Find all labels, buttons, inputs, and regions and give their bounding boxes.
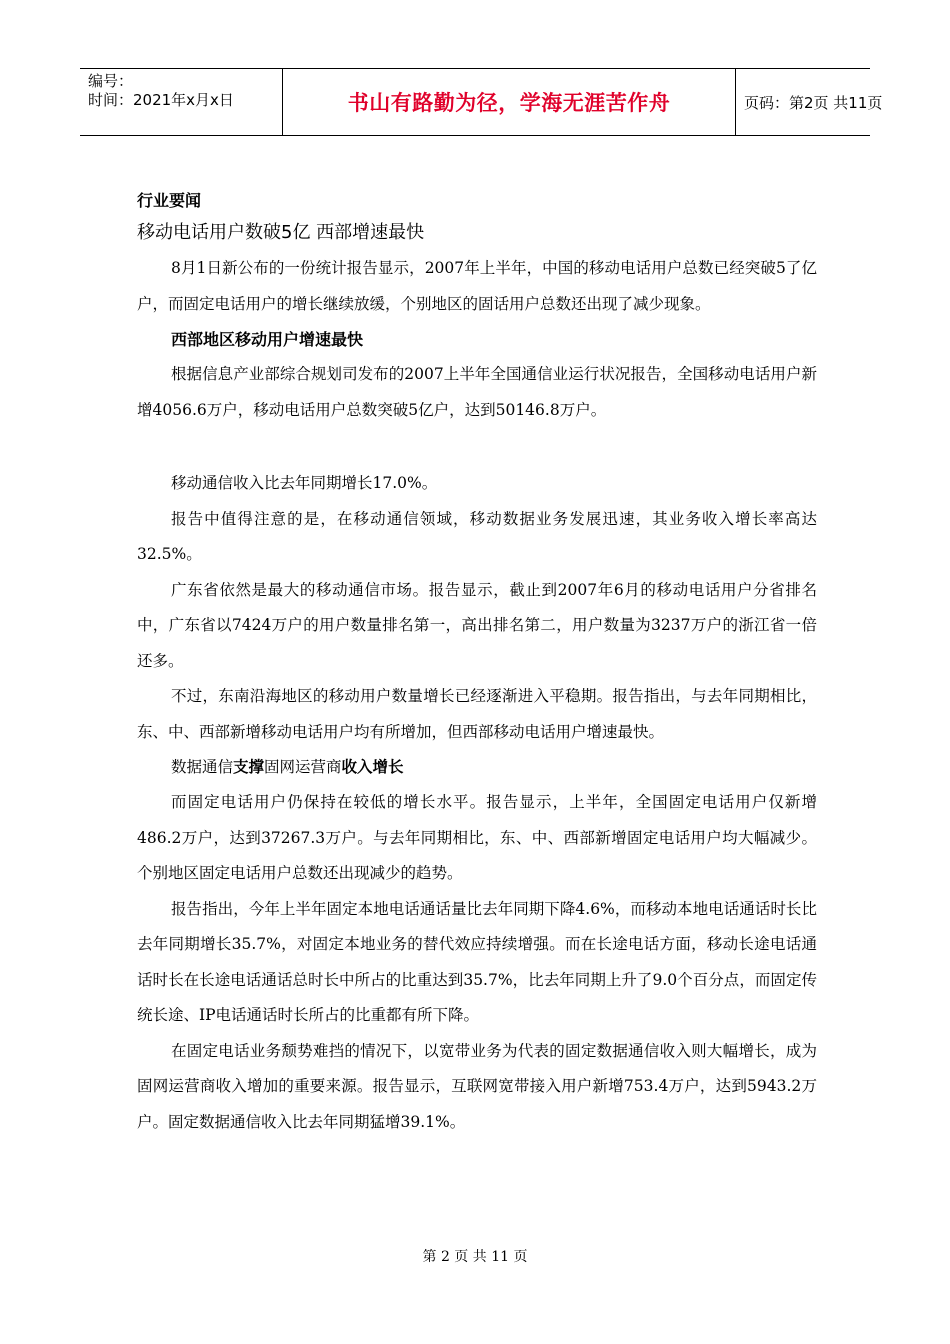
document-number-label: 编号： bbox=[88, 72, 134, 90]
header-meta-cell bbox=[80, 69, 282, 135]
section-title: 行业要闻 bbox=[137, 191, 202, 210]
paragraph: 广东省依然是最大的移动通信市场。报告显示，截止到2007年6月的移动电话用户分省排名中，广东省以7424万户的用户数量排名第一，高出排名第二，用户数量为3237万户的浙江省一倍还多。 bbox=[137, 580, 817, 670]
header-page-info: 页码：第2页 共11页 bbox=[744, 93, 883, 112]
paragraph: 移动通信收入比去年同期增长17.0%。 bbox=[171, 474, 438, 492]
paragraph: 在固定电话业务颓势难挡的情况下，以宽带业务为代表的固定数据通信收入则大幅增长，成为固网运营商收入增加的重要来源。报告显示，互联网宽带接入用户新增753.4万户，达到5943.2万户。固定数据通信收入比去年同期猛增39.1%。 bbox=[137, 1041, 817, 1131]
blank-line bbox=[137, 428, 817, 466]
subheading-bold-part: 收入增长 bbox=[341, 758, 404, 776]
subheading-bold-part: 支撑 bbox=[233, 758, 265, 776]
paragraph: 根据信息产业部综合规划司发布的2007上半年全国通信业运行状况报告，全国移动电话用户新增4056.6万户，移动电话用户总数突破5亿户，达到50146.8万户。 bbox=[137, 365, 817, 419]
paragraph: 不过，东南沿海地区的移动用户数量增长已经逐渐进入平稳期。报告指出，与去年同期相比，东、中、西部新增移动电话用户均有所增加，但西部移动电话用户增速最快。 bbox=[137, 687, 817, 741]
paragraph: 而固定电话用户仍保持在较低的增长水平。报告显示，上半年，全国固定电话用户仅新增486.2万户，达到37267.3万户。与去年同期相比，东、中、西部新增固定电话用户均大幅减少。个别地区固定电话用户总数还出现减少的趋势。 bbox=[137, 793, 817, 882]
paragraph: 报告中值得注意的是，在移动通信领域，移动数据业务发展迅速，其业务收入增长率高达32.5%。 bbox=[137, 509, 817, 563]
article-title: 移动电话用户数破5亿 西部增速最快 bbox=[137, 222, 425, 243]
motto-text: 书山有路勤为径，学海无涯苦作舟 bbox=[347, 91, 671, 115]
header-motto-cell bbox=[282, 69, 736, 135]
subheading-mixed bbox=[137, 750, 817, 785]
header-page-cell bbox=[736, 69, 883, 135]
document-time-label: 时间：2021年x月x日 bbox=[88, 91, 234, 109]
subheading-part: 固网运营商 bbox=[264, 758, 342, 776]
paragraph: 报告指出，今年上半年固定本地电话通话量比去年同期下降4.6%，而移动本地电话通话时长比去年同期增长35.7%，对固定本地业务的替代效应持续增强。而在长途电话方面，移动长途电话通话时长在长途电话通话总时长中所占的比重达到35.7%，比去年同期上升了9.0个百分点，而固定传统长途、IP电话通话时长所占的比重都有所下降。 bbox=[137, 899, 817, 1024]
article-body bbox=[137, 186, 817, 1140]
subheading-part: 数据通信 bbox=[171, 758, 234, 776]
page-footer: 第 2 页 共 11 页 bbox=[422, 1249, 528, 1265]
subheading: 西部地区移动用户增速最快 bbox=[171, 330, 364, 349]
paragraph: 8月1日新公布的一份统计报告显示，2007年上半年，中国的移动电话用户总数已经突破5了亿户，而固定电话用户的增长继续放缓，个别地区的固话用户总数还出现了减少现象。 bbox=[137, 259, 817, 313]
document-header bbox=[80, 68, 883, 136]
